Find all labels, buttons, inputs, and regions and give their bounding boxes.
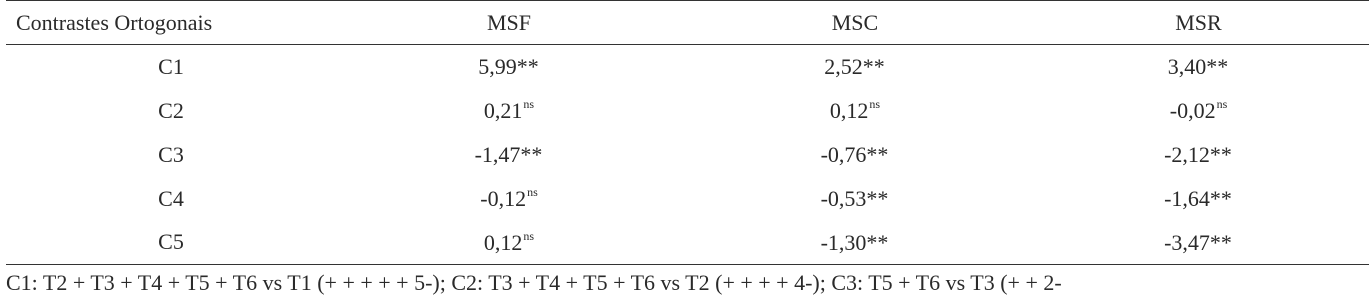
cell-value: -0,76**: [820, 142, 889, 167]
table-footnote: C1: T2 + T3 + T4 + T5 + T6 vs T1 (+ + + + + 5-); C2: T3 + T4 + T5 + T6 vs T2 (+ + + + 4-); C3: T5 + T6 vs T3 (+ + 2-: [6, 270, 1062, 295]
cell-msr: [1028, 133, 1369, 177]
cell-msf: [336, 221, 682, 265]
cell-msc: [682, 45, 1028, 89]
row-label: C2: [158, 97, 184, 123]
cell-value: -2,12**: [1164, 142, 1232, 167]
row-label: C5: [158, 229, 184, 255]
cell-msc: [682, 133, 1028, 177]
header-msf: MSF: [486, 9, 532, 35]
contrasts-table: [6, 0, 1369, 265]
cell-superscript: ns: [523, 97, 535, 111]
cell-msf: [336, 89, 682, 133]
cell-msf: [336, 133, 682, 177]
header-msc: MSC: [831, 9, 879, 35]
row-label: C4: [158, 185, 184, 211]
table-row: [6, 133, 1369, 177]
table-row: [6, 177, 1369, 221]
header-contrastes: Contrastes Ortogonais: [16, 9, 213, 35]
cell-value: 0,12: [483, 229, 523, 255]
cell-superscript: ns: [523, 228, 535, 243]
cell-msr: [1028, 221, 1369, 265]
cell-msf: [336, 45, 682, 89]
cell-value: -1,64**: [1164, 186, 1232, 211]
contrasts-table-container: [6, 0, 1369, 265]
cell-value: 2,52**: [824, 54, 885, 80]
cell-value: 0,21: [483, 98, 523, 123]
cell-value: -1,47**: [474, 142, 543, 167]
cell-msf: [336, 177, 682, 221]
row-label: C1: [158, 53, 184, 79]
table-row: [6, 45, 1369, 89]
header-row: [6, 1, 1369, 45]
cell-value: 0,12: [829, 98, 869, 123]
cell-msr: [1028, 45, 1369, 89]
header-msr: MSR: [1175, 9, 1222, 35]
cell-msc: [682, 89, 1028, 133]
cell-msc: [682, 177, 1028, 221]
cell-superscript: ns: [869, 97, 881, 111]
table-row: [6, 89, 1369, 133]
cell-msr: [1028, 177, 1369, 221]
cell-superscript: ns: [1216, 97, 1228, 111]
table-row: [6, 221, 1369, 265]
cell-msr: [1028, 89, 1369, 133]
cell-value: -1,30**: [820, 229, 889, 255]
cell-value: -3,47**: [1164, 229, 1232, 255]
cell-value: 5,99**: [478, 54, 539, 80]
cell-msc: [682, 221, 1028, 265]
cell-value: -0,12: [480, 186, 527, 211]
cell-value: -0,53**: [820, 186, 889, 211]
cell-value: 3,40**: [1167, 54, 1229, 80]
cell-superscript: ns: [527, 185, 538, 199]
row-label: C3: [158, 141, 184, 167]
cell-value: -0,02: [1169, 98, 1216, 123]
